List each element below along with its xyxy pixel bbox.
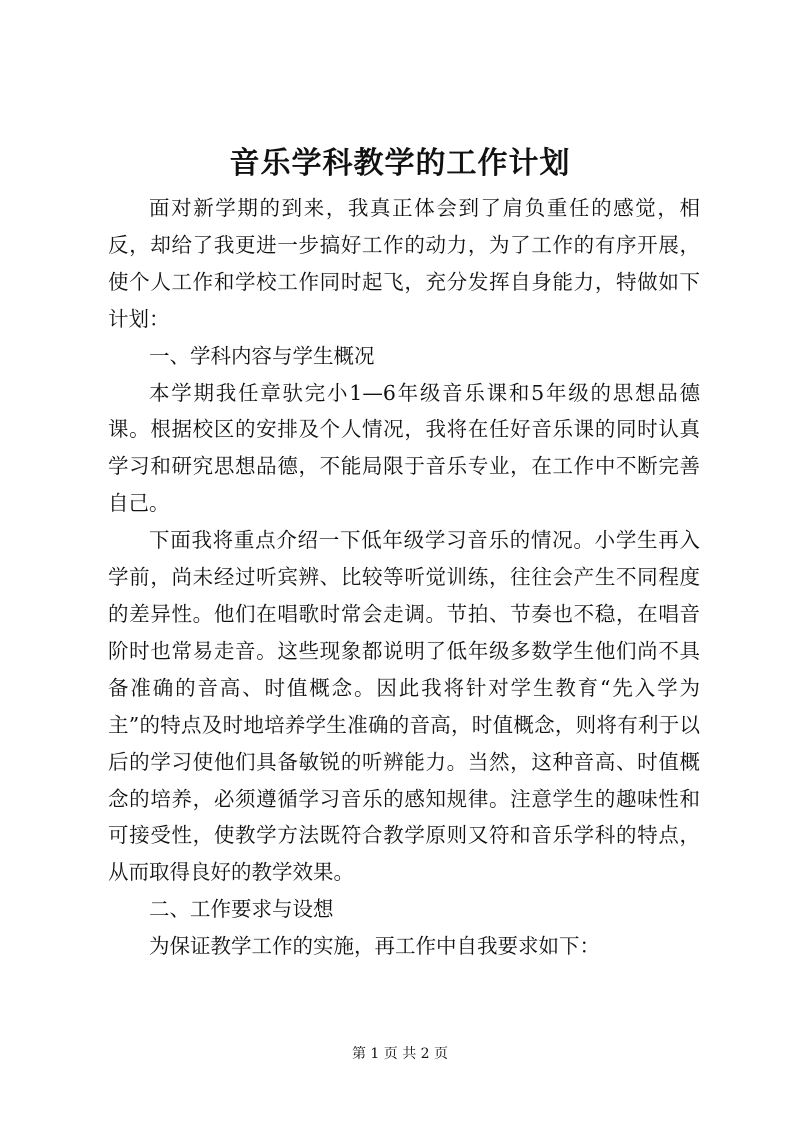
paragraph-requirements-intro: 为保证教学工作的实施，再工作中自我要求如下：	[149, 934, 600, 959]
paragraph-teaching-assignment: 本学期我任章驮完小1—6年级音乐课和5年级的思想品德课。根据校区的安排及个人情况，我将在任好音乐课的同时认真学习和研究思想品德，不能局限于音乐专业，在工作中不断完善自己。	[108, 380, 700, 516]
section-heading-1: 一、学科内容与学生概况	[149, 343, 375, 368]
paragraph-low-grade-situation: 下面我将重点介绍一下低年级学习音乐的情况。小学生再入学前，尚未经过听宾辨、比较等听觉训练，往往会产生不同程度的差异性。他们在唱歌时常会走调。节拍、节奏也不稳，在唱音阶时也常易走音。这些现象都说明了低年级多数学生他们尚不具备准确的音高、时值概念。因此我将针对学生教育“先入学为主”的特点及时地培养学生准确的音高，时值概念，则将有利于以后的学习使他们具备敏锐的听辨能力。当然，这种音高、时值概念的培养，必须遵循学习音乐的感知规律。注意学生的趣味性和可接受性，使教学方法既符合教学原则又符和音乐学科的特点，从而取得良好的教学效果。	[108, 528, 700, 885]
section-heading-2: 二、工作要求与设想	[149, 897, 334, 922]
page-number-footer: 第 1 页 共 2 页	[351, 1046, 449, 1062]
intro-paragraph: 面对新学期的到来，我真正体会到了肩负重任的感觉，相反，却给了我更进一步搞好工作的动力，为了工作的有序开展，使个人工作和学校工作同时起飞，充分发挥自身能力，特做如下计划：	[108, 196, 700, 331]
document-title: 音乐学科教学的工作计划	[229, 146, 571, 181]
document-body	[108, 190, 700, 965]
